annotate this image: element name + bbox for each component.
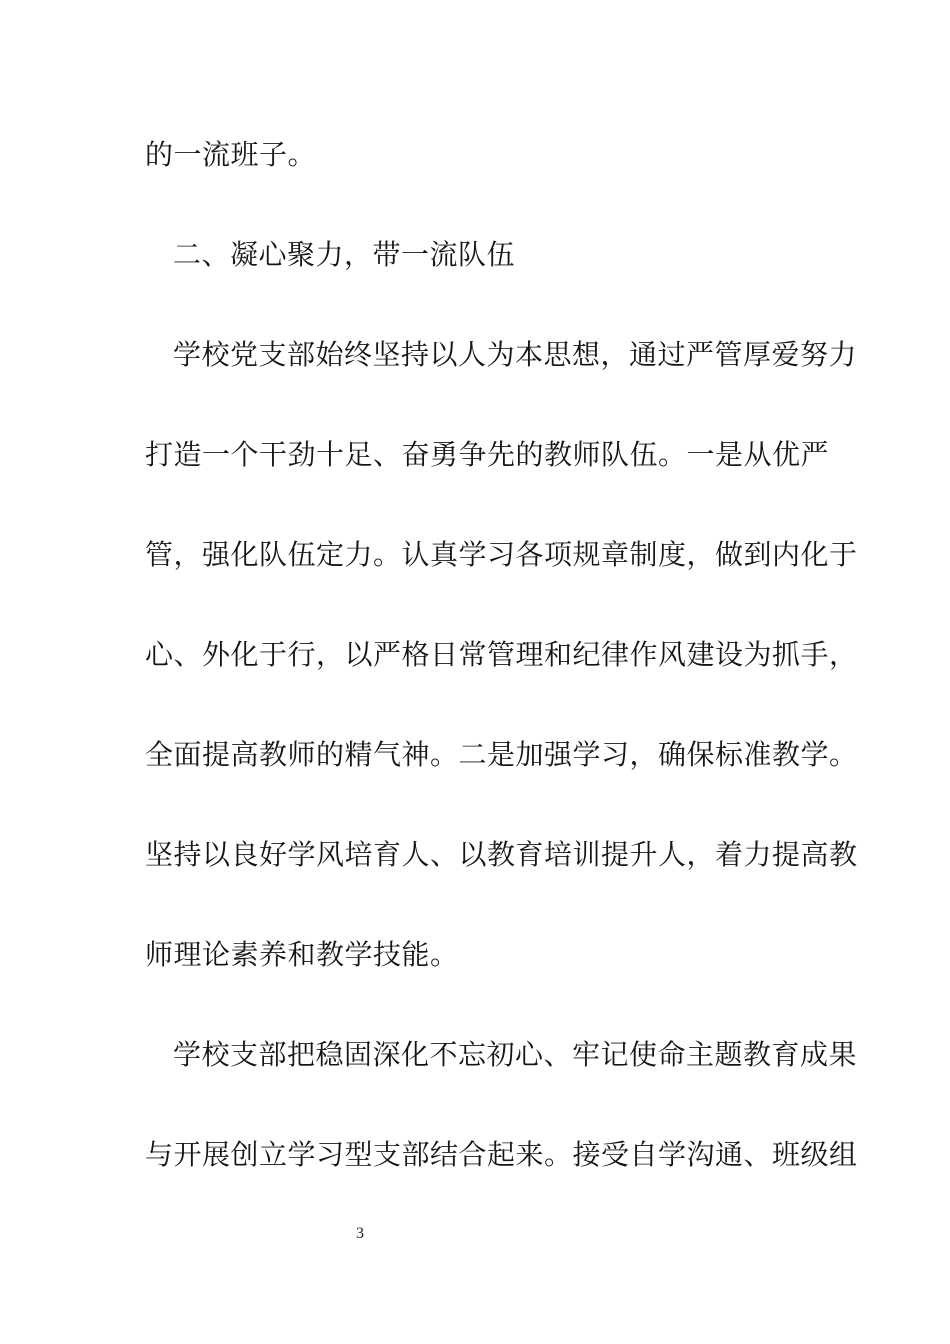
paragraph-line: 心、外化于行，以严格日常管理和纪律作风建设为抓手， — [145, 640, 858, 671]
paragraph-line: 师理论素养和教学技能。 — [145, 940, 459, 971]
text-block — [145, 106, 858, 1206]
paragraph-line: 全面提高教师的精气神。二是加强学习，确保标准教学。 — [145, 740, 858, 771]
page-number: 3 — [356, 1225, 364, 1242]
paragraph-line: 打造一个干劲十足、奋勇争先的教师队伍。一是从优严 — [145, 440, 830, 471]
section-heading: 二、凝心聚力，带一流队伍 — [173, 240, 516, 271]
paragraph-first-line: 学校支部把稳固深化不忘初心、牢记使命主题教育成果 — [173, 1040, 858, 1071]
paragraph-line: 坚持以良好学风培育人、以教育培训提升人，着力提高教 — [145, 840, 858, 871]
paragraph-line-continuation: 的一流班子。 — [145, 140, 317, 171]
paragraph-line: 与开展创立学习型支部结合起来。接受自学沟通、班级组 — [145, 1140, 858, 1171]
paragraph-first-line: 学校党支部始终坚持以人为本思想，通过严管厚爱努力 — [173, 340, 858, 371]
paragraph-line: 管，强化队伍定力。认真学习各项规章制度，做到内化于 — [145, 540, 858, 571]
